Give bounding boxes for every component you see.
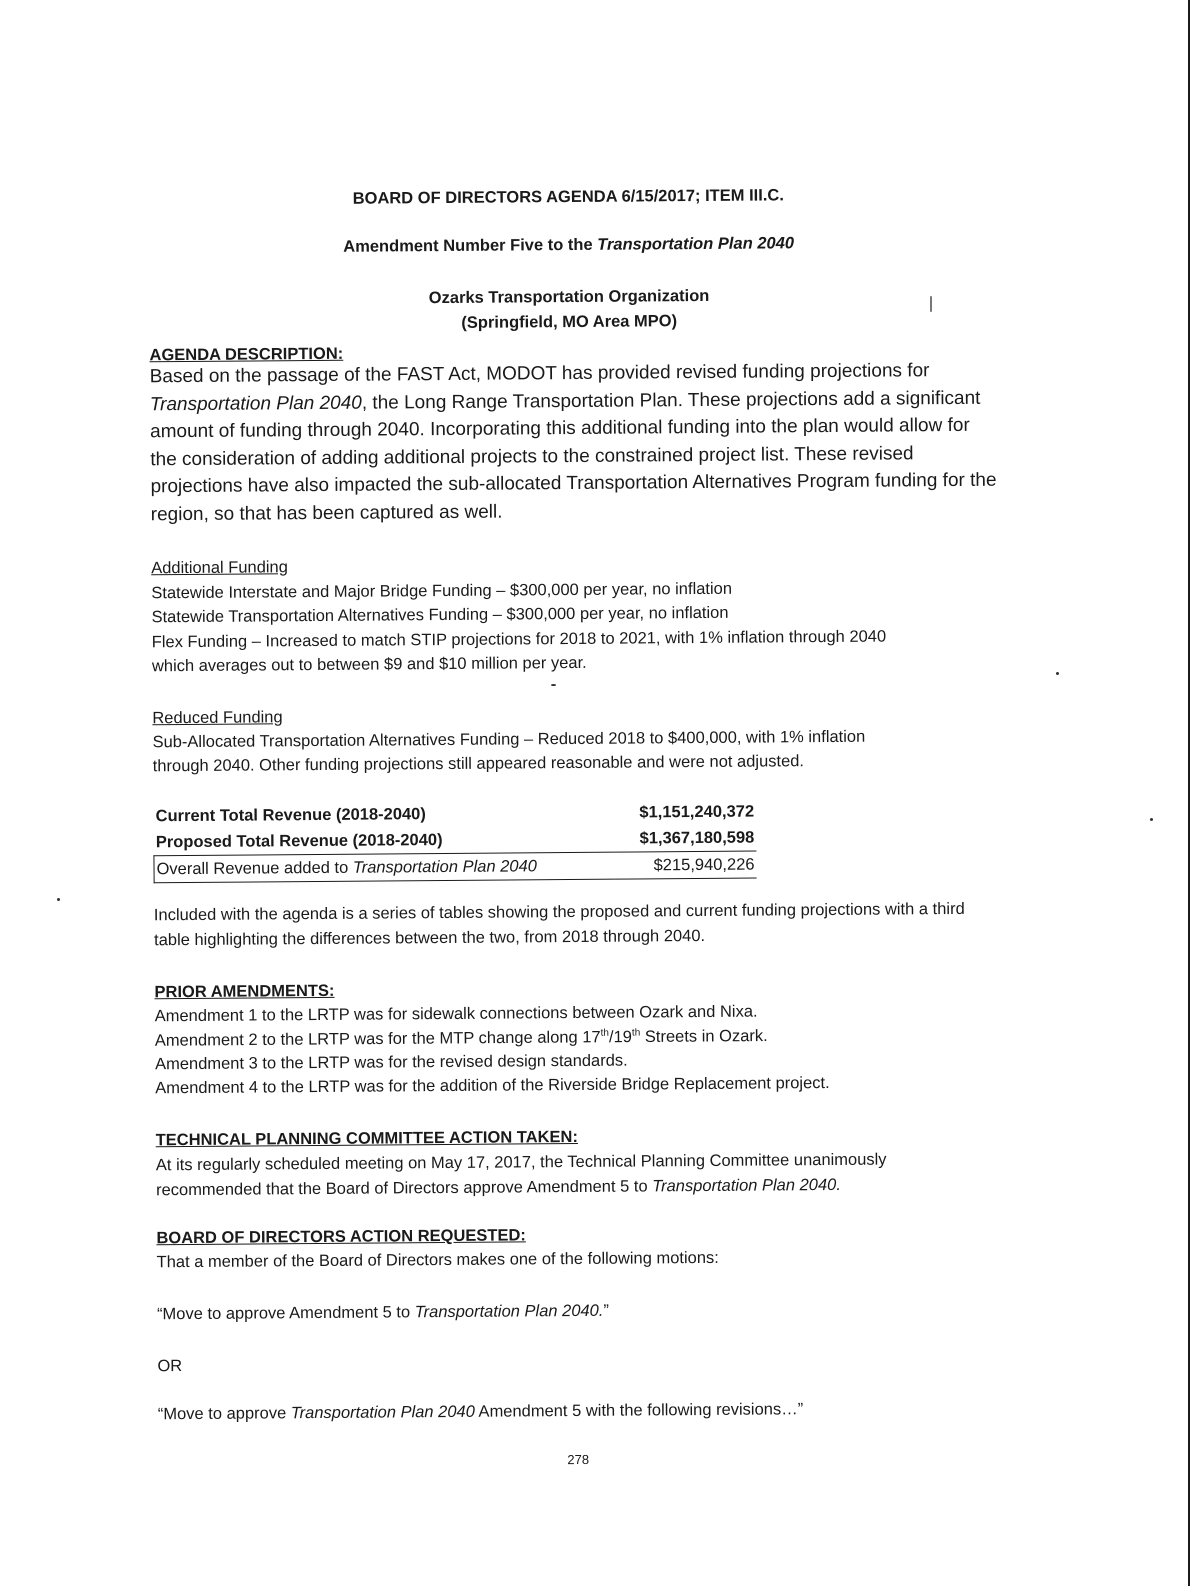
reduced-funding-heading: Reduced Funding <box>152 708 283 728</box>
scan-speck <box>1150 818 1153 821</box>
overall-revenue-value: $215,940,226 <box>614 851 756 879</box>
scan-speck <box>1056 672 1059 675</box>
amendment-line: Amendment 2 to the LRTP was for the MTP change along 17th/19th Streets in Ozark. <box>154 1026 768 1050</box>
funding-line: through 2040. Other funding projections still appeared reasonable and were not adjusted. <box>152 752 805 776</box>
amendment-line: Amendment 3 to the LRTP was for the revised design standards. <box>154 1051 628 1074</box>
document-page <box>147 0 999 1589</box>
prior-amendments-heading: PRIOR AMENDMENTS: <box>154 981 335 1002</box>
agenda-item-title: BOARD OF DIRECTORS AGENDA 6/15/2017; ITEM III.C. <box>352 186 784 208</box>
funding-line: Sub-Allocated Transportation Alternatives Funding – Reduced 2018 to $400,000, with 1% inflation <box>152 727 866 752</box>
agenda-description-heading: AGENDA DESCRIPTION: <box>149 344 344 365</box>
scan-speck <box>57 898 60 901</box>
page-number: 278 <box>567 1451 590 1468</box>
current-revenue-label: Current Total Revenue (2018-2040) <box>155 804 426 825</box>
revenue-table <box>153 799 757 884</box>
motion-approve-with-revisions: “Move to approve Transportation Plan 2040 Amendment 5 with the following revisions…” <box>157 1400 804 1424</box>
motion-approve: “Move to approve Amendment 5 to Transportation Plan 2040.” <box>156 1301 609 1324</box>
included-tables-text: Included with the agenda is a series of tables showing the proposed and current funding projections with a third table highlighting the differences between the two, from 2018 through 2040. <box>153 899 965 950</box>
proposed-revenue-label: Proposed Total Revenue (2018-2040) <box>155 830 443 851</box>
overall-revenue-label: Overall Revenue added to Transportation Plan 2040 <box>154 852 615 883</box>
scan-page-edge <box>1188 0 1190 1586</box>
board-action-heading: BOARD OF DIRECTORS ACTION REQUESTED: <box>156 1226 526 1248</box>
technical-committee-text: At its regularly scheduled meeting on May 17, 2017, the Technical Planning Committee unanimously recommended that the Board of Directors approve Amendment 5 to Transportation Plan 2040. <box>155 1150 887 1200</box>
current-revenue-value: $1,151,240,372 <box>639 802 755 821</box>
amendment-line: Amendment 4 to the LRTP was for the addition of the Riverside Bridge Replacement project. <box>155 1073 830 1098</box>
agenda-description-text: Based on the passage of the FAST Act, MODOT has provided revised funding projections for Transportation Plan 2040, the Long Range Transportation Plan. These projections add a significant amount of funding through 2040. Incorporating this additional funding into the plan would allow for the consideration of adding additional projects to the constrained project list. These revised projections have also impacted the sub-allocated Transportation Alternatives Program funding for the region, so that has been captured as well. <box>149 360 997 525</box>
amendment-line: Amendment 1 to the LRTP was for sidewalk connections between Ozark and Nixa. <box>154 1002 758 1026</box>
additional-funding-heading: Additional Funding <box>151 558 288 578</box>
organization-subtitle: (Springfield, MO Area MPO) <box>461 312 678 332</box>
organization-name: Ozarks Transportation Organization <box>428 286 710 308</box>
funding-line: Flex Funding – Increased to match STIP projections for 2018 to 2021, with 1% inflation through 2040 <box>151 627 887 652</box>
motion-or: OR <box>157 1357 183 1376</box>
proposed-revenue-value: $1,367,180,598 <box>639 828 755 847</box>
funding-line: Statewide Transportation Alternatives Funding – $300,000 per year, no inflation <box>151 603 729 627</box>
technical-committee-heading: TECHNICAL PLANNING COMMITTEE ACTION TAKEN: <box>155 1127 578 1150</box>
funding-line: which averages out to between $9 and $10 million per year. <box>151 653 587 676</box>
amendment-title: Amendment Number Five to the Transportation Plan 2040 <box>343 234 795 256</box>
funding-line: Statewide Interstate and Major Bridge Funding – $300,000 per year, no inflation <box>151 579 733 603</box>
board-action-intro: That a member of the Board of Directors makes one of the following motions: <box>156 1248 719 1272</box>
table-row <box>154 851 757 883</box>
